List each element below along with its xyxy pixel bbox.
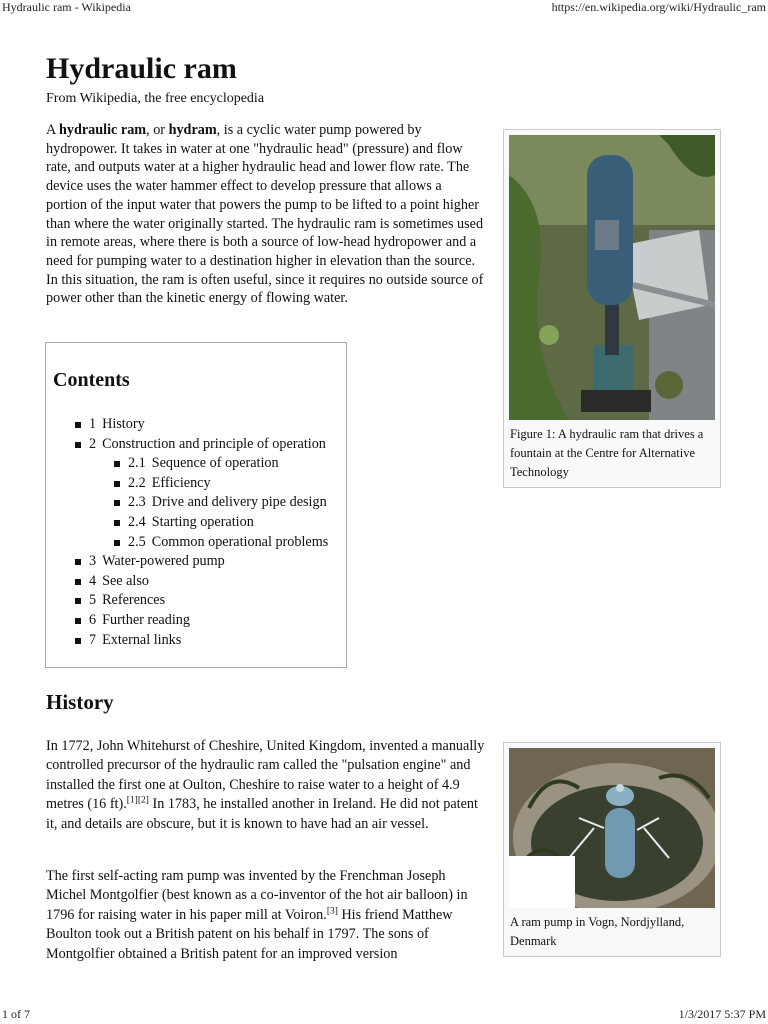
lead-text-2: , or xyxy=(146,122,169,138)
toc-number: 7 xyxy=(89,631,97,648)
toc-number: 4 xyxy=(89,572,97,589)
toc-subitem[interactable] xyxy=(114,533,328,553)
page-title: Hydraulic ram xyxy=(46,52,237,85)
history-heading: History xyxy=(46,690,114,714)
ram-pump-photo[interactable] xyxy=(509,748,715,908)
toc-number: 1 xyxy=(89,416,97,432)
history-p1-text-b: In 1783, he installed another in Ireland. He did not patent it, and details are obscure, but it is known to have had an air vessel. xyxy=(46,796,478,832)
toc-number: 2.5 xyxy=(128,533,146,550)
print-footer-page: 1 of 7 xyxy=(2,1007,30,1021)
toc-item[interactable] xyxy=(75,552,328,572)
toc-number: 2 xyxy=(89,435,97,452)
figure-1-caption: Figure 1: A hydraulic ram that drives a fountain at the Centre for Alternative Technology xyxy=(510,427,704,479)
toc-label: References xyxy=(102,592,166,609)
lead-text-1: A xyxy=(46,122,60,138)
toc-number: 2.3 xyxy=(128,494,146,511)
toc-title: Contents xyxy=(53,369,130,391)
toc-item[interactable] xyxy=(75,415,328,435)
citation-3[interactable]: [3] xyxy=(326,906,338,917)
figure-2-caption: A ram pump in Vogn, Nordjylland, Denmark xyxy=(510,915,685,948)
toc-number: 3 xyxy=(89,553,97,570)
page-tagline: From Wikipedia, the free encyclopedia xyxy=(46,91,265,106)
toc-label: History xyxy=(102,416,145,432)
hydraulic-ram-photo-art xyxy=(509,135,715,420)
toc-item[interactable] xyxy=(75,435,328,455)
toc-label: Sequence of operation xyxy=(151,455,279,472)
print-header-title: Hydraulic ram - Wikipedia xyxy=(2,0,131,14)
toc-label: Water-powered pump xyxy=(102,553,225,570)
toc-label: Starting operation xyxy=(151,513,254,530)
toc-subitem[interactable] xyxy=(114,454,328,474)
lead-paragraph xyxy=(46,121,486,308)
toc-item[interactable] xyxy=(75,631,328,651)
lead-text-3: , is a cyclic water pump powered by hydropower. It takes in water at one "hydraulic head" (pressure) and flow rate, and outputs water at a higher hydraulic head and lower flow rate. The device uses the water hammer effect to develop pressure that allows a portion of the input water that powers the pump to be lifted to a point higher than where the water originally started. The hydraulic ram is sometimes used in remote areas, where there is both a source of low-head hydropower and a need for pumping water to a destination higher in elevation than the source. In this situation, the ram is often useful, since it requires no outside source of power other than the kinetic energy of flowing water. xyxy=(46,122,484,307)
hydraulic-ram-photo[interactable] xyxy=(509,135,715,420)
history-p2-text-a: The first self-acting ram pump was invented by the Frenchman Joseph Michel Montgolfier (best known as a co-inventor of the hot air balloon) in 1796 for raising water in his paper mill at Voiron. xyxy=(46,868,468,923)
toc-label: See also xyxy=(102,572,149,589)
toc-item[interactable] xyxy=(75,591,328,611)
print-header-url[interactable]: https://en.wikipedia.org/wiki/Hydraulic_ram xyxy=(551,0,766,14)
lead-bold-hydraulic-ram: hydraulic ram xyxy=(59,122,147,138)
history-p1-text-a: In 1772, John Whitehurst of Cheshire, United Kingdom, invented a manually controlled precursor of the hydraulic ram called the "pulsation engine" and installed the first one at Oulton, Cheshire to raise water to a height of 4.9 metres (16 ft). xyxy=(46,738,485,813)
toc-number: 2.2 xyxy=(128,474,146,491)
toc-item[interactable] xyxy=(75,611,328,631)
toc-subitem[interactable] xyxy=(114,513,328,533)
toc-number: 2.4 xyxy=(128,513,146,530)
toc-number: 2.1 xyxy=(128,455,146,472)
lead-bold-hydram: hydram xyxy=(168,122,217,138)
toc-label: Further reading xyxy=(102,611,190,628)
toc-label: Construction and principle of operation xyxy=(102,435,326,452)
toc-subitem[interactable] xyxy=(114,493,328,513)
history-p2-text-b: His friend Matthew Boulton took out a British patent on his behalf in 1797. The sons of Montgolfier obtained a British patent for an improved version xyxy=(46,906,453,962)
toc-number: 6 xyxy=(89,611,97,628)
citation-1[interactable]: [1] xyxy=(126,795,138,806)
toc-label: External links xyxy=(102,631,182,648)
figure-ram-pump-vogn xyxy=(503,742,721,957)
history-paragraph-2 xyxy=(46,867,486,964)
toc-label: Common operational problems xyxy=(151,533,329,550)
toc-subitem[interactable] xyxy=(114,474,328,494)
citation-2[interactable]: [2] xyxy=(137,795,149,806)
history-paragraph-1 xyxy=(46,737,486,834)
print-footer-datetime: 1/3/2017 5:37 PM xyxy=(678,1007,766,1021)
figure-hydraulic-ram-fountain xyxy=(503,129,721,488)
toc-list xyxy=(75,415,328,650)
toc-item[interactable] xyxy=(75,572,328,592)
ram-pump-photo-art xyxy=(509,748,715,908)
toc-label: Drive and delivery pipe design xyxy=(151,494,327,511)
toc-label: Efficiency xyxy=(151,474,211,491)
toc-number: 5 xyxy=(89,592,97,609)
table-of-contents xyxy=(45,342,347,668)
